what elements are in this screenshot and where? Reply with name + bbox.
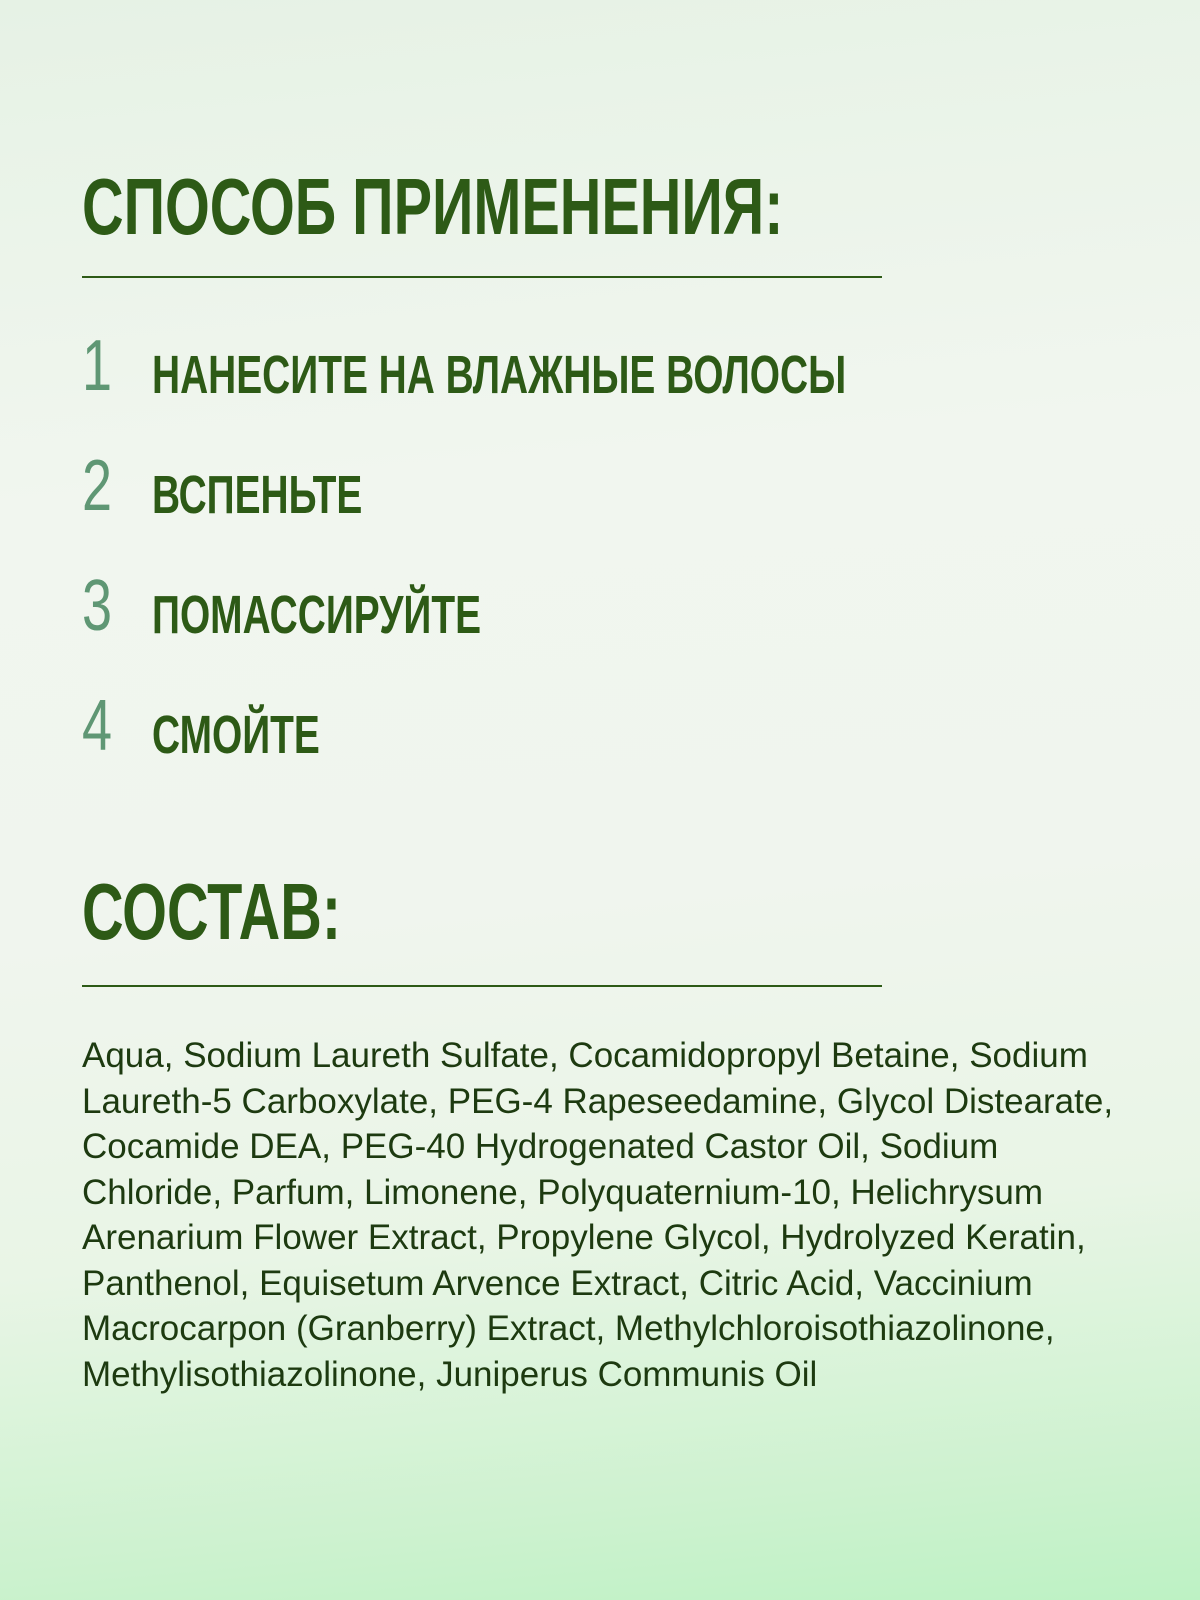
method-divider	[82, 276, 882, 278]
composition-title: СОСТАВ:	[82, 867, 342, 956]
method-steps-list	[82, 320, 1082, 800]
step-text: ПОМАССИРУЙТЕ	[152, 585, 482, 645]
method-title: СПОСОБ ПРИМЕНЕНИЯ:	[82, 162, 784, 251]
step-text: СМОЙТЕ	[152, 705, 320, 765]
instruction-page	[82, 0, 1142, 1600]
step-item	[82, 320, 1082, 440]
composition-divider	[82, 985, 882, 987]
step-text: ВСПЕНЬТЕ	[152, 465, 363, 525]
step-number: 1	[82, 326, 113, 406]
ingredients-text: Aqua, Sodium Laureth Sulfate, Cocamidopropyl Betaine, Sodium Laureth-5 Carboxylate, PEG-4 Rapeseedamine, Glycol Distearate, Cocamide DEA, PEG-40 Hydrogenated Castor Oil, Sodium Chloride, Parfum, Limonene, Polyquaternium-10, Helichrysum Arenarium Flower Extract, Propylene Glycol, Hydrolyzed Keratin, Panthenol, Equisetum Arvence Extract, Citric Acid, Vaccinium Macrocarpon (Granberry) Extract, Methylchloroisothiazolinone, Methylisothiazolinone, Juniperus Communis Oil	[82, 1036, 1114, 1394]
step-number: 2	[82, 446, 113, 526]
step-number: 4	[82, 686, 113, 766]
step-number: 3	[82, 566, 113, 646]
step-item	[82, 560, 1082, 680]
step-item	[82, 440, 1082, 560]
step-item	[82, 680, 1082, 800]
step-text: НАНЕСИТЕ НА ВЛАЖНЫЕ ВОЛОСЫ	[152, 345, 847, 405]
